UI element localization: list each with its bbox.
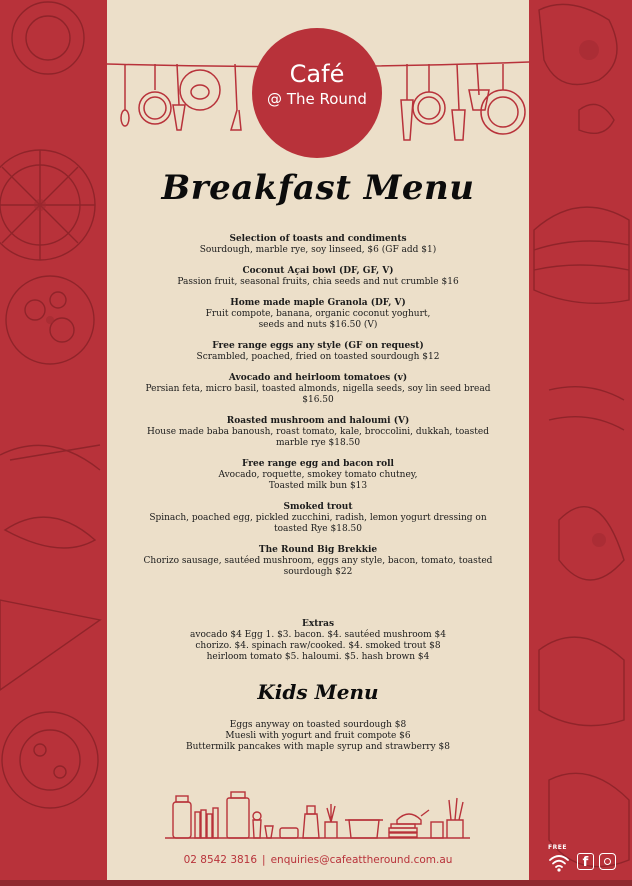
- item-name: Coconut Açai bowl (DF, GF, V): [242, 266, 394, 276]
- email-link[interactable]: enquiries@cafeattheround.com.au: [270, 854, 453, 866]
- item-desc: Fruit compote, banana, organic coconut yoghurt,: [205, 309, 431, 319]
- menu-item: [107, 298, 529, 331]
- item-name: Selection of toasts and condiments: [229, 234, 407, 244]
- kids-menu-title: Kids Menu: [257, 680, 379, 704]
- wifi-icon: [548, 852, 570, 872]
- menu-item: [107, 341, 529, 363]
- item-name: Free range egg and bacon roll: [242, 459, 394, 469]
- logo-line-2: @ The Round: [267, 90, 367, 108]
- kids-item: Eggs anyway on toasted sourdough $8: [229, 720, 407, 730]
- menu-item: [107, 373, 529, 406]
- kitchen-shelf-illustration: [165, 790, 470, 842]
- breakfast-menu-title: Breakfast Menu: [161, 168, 475, 208]
- food-illustration-right: [529, 0, 632, 886]
- phone-number[interactable]: 02 8542 3816: [183, 854, 258, 866]
- item-desc: sourdough $22: [283, 567, 353, 577]
- extras-title: Extras: [301, 619, 335, 629]
- logo-line-1: Café: [289, 60, 345, 88]
- item-desc: Spinach, poached egg, pickled zucchini, radish, lemon yogurt dressing on: [149, 513, 487, 523]
- item-desc: Persian feta, micro basil, toasted almonds, nigella seeds, soy lin seed bread: [145, 384, 491, 394]
- bottom-strip: [0, 880, 632, 886]
- item-name: Home made maple Granola (DF, V): [230, 298, 406, 308]
- menu-item: [107, 545, 529, 578]
- facebook-icon[interactable]: f: [577, 853, 594, 870]
- item-desc: seeds and nuts $16.50 (V): [258, 320, 378, 330]
- left-illustration-panel: [0, 0, 107, 886]
- item-desc: $16.50: [302, 395, 334, 405]
- item-name: Smoked trout: [283, 502, 353, 512]
- item-desc: Scrambled, poached, fried on toasted sourdough $12: [196, 352, 440, 362]
- instagram-icon[interactable]: [599, 853, 616, 870]
- food-illustration-left: [0, 0, 107, 886]
- extras-section: [107, 619, 529, 663]
- extras-line: chorizo. $4. spinach raw/cooked. $4. smoked trout $8: [195, 641, 441, 651]
- item-desc: marble rye $18.50: [275, 438, 361, 448]
- kids-items: [107, 720, 529, 753]
- item-desc: House made baba banoush, roast tomato, kale, broccolini, dukkah, toasted: [147, 427, 489, 437]
- contact-footer: [107, 854, 529, 866]
- free-wifi-label: FREE: [548, 844, 567, 851]
- item-desc: Toasted milk bun $13: [268, 481, 368, 491]
- item-desc: Avocado, roquette, smokey tomato chutney,: [218, 470, 418, 480]
- menu-item: [107, 416, 529, 449]
- cafe-logo: [252, 28, 382, 158]
- item-desc: Passion fruit, seasonal fruits, chia seeds and nut crumble $16: [177, 277, 459, 287]
- item-desc: toasted Rye $18.50: [274, 524, 362, 534]
- footer-separator: |: [262, 854, 266, 866]
- breakfast-items: [107, 234, 529, 588]
- kids-item: Muesli with yogurt and fruit compote $6: [225, 731, 411, 741]
- item-name: Avocado and heirloom tomatoes (v): [228, 373, 408, 383]
- item-desc: Sourdough, marble rye, soy linseed, $6 (GF add $1): [199, 245, 437, 255]
- item-name: Free range eggs any style (GF on request): [212, 341, 424, 351]
- item-name: Roasted mushroom and haloumi (V): [226, 416, 410, 426]
- extras-line: avocado $4 Egg 1. $3. bacon. $4. sautéed mushroom $4: [190, 630, 446, 640]
- item-desc: Chorizo sausage, sautéed mushroom, eggs any style, bacon, tomato, toasted: [143, 556, 493, 566]
- item-name: The Round Big Brekkie: [258, 545, 378, 555]
- menu-item: [107, 266, 529, 288]
- kids-item: Buttermilk pancakes with maple syrup and strawberry $8: [186, 742, 450, 752]
- menu-item: [107, 459, 529, 492]
- extras-line: heirloom tomato $5. haloumi. $5. hash brown $4: [206, 652, 430, 662]
- menu-item: [107, 234, 529, 256]
- right-illustration-panel: [529, 0, 632, 886]
- menu-item: [107, 502, 529, 535]
